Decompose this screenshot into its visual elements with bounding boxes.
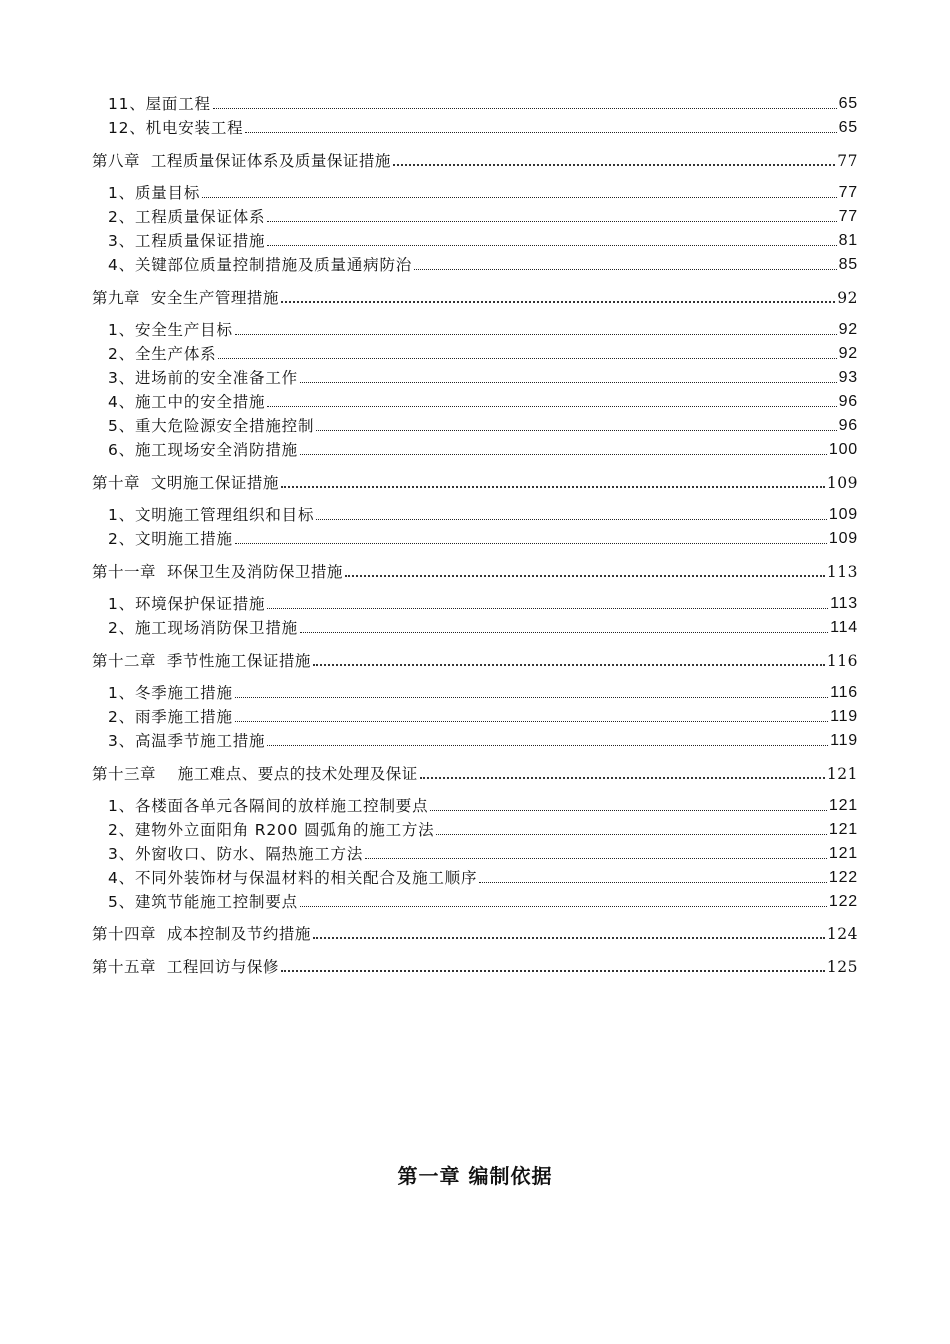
toc-entry-page: 96 [838,393,858,410]
toc-entry[interactable] [108,503,858,525]
toc-chapter-page: 92 [837,289,858,307]
toc-chapter-entry[interactable] [92,286,858,308]
toc-entry-label: 3、高温季节施工措施 [108,732,266,750]
toc-entry-label: 2、工程质量保证体系 [108,208,266,226]
dot-leader [479,882,827,883]
dot-leader [300,382,837,383]
toc-entry[interactable] [108,92,858,114]
toc-entry-page: 114 [830,619,858,636]
toc-entry-page: 81 [838,232,858,249]
dot-leader [213,108,837,109]
dot-leader [267,608,828,609]
toc-entry-page: 121 [828,845,858,862]
toc-entry-label: 4、不同外装饰材与保温材料的相关配合及施工顺序 [108,869,478,887]
toc-chapter-label: 第八章 工程质量保证体系及质量保证措施 [92,152,391,170]
dot-leader [202,197,836,198]
toc-chapter-label: 第十二章 季节性施工保证措施 [92,652,311,670]
dot-leader [235,721,828,722]
dot-leader [267,406,836,407]
toc-entry[interactable] [108,616,858,638]
dot-leader [218,358,836,359]
toc-entry-label: 2、雨季施工措施 [108,708,233,726]
toc-chapter-page: 77 [837,152,858,170]
toc-entry-page: 96 [838,417,858,434]
dot-leader [281,970,825,972]
toc-entry-page: 113 [830,595,858,612]
dot-leader [235,697,828,698]
dot-leader [281,301,835,303]
toc-entry-page: 77 [838,184,858,201]
toc-entry-page: 121 [828,821,858,838]
toc-chapter-entry[interactable] [92,560,858,582]
toc-chapter-label: 第十三章 施工难点、要点的技术处理及保证 [92,765,418,783]
toc-entry-page: 65 [838,119,858,136]
dot-leader [414,269,837,270]
toc-entry-label: 2、建物外立面阳角 R200 圆弧角的施工方法 [108,821,435,839]
toc-entry-label: 5、重大危险源安全措施控制 [108,417,315,435]
toc-chapter-entry[interactable] [92,922,858,944]
toc-entry[interactable] [108,253,858,275]
toc-entry-page: 109 [828,530,858,547]
dot-leader [267,245,836,246]
toc-entry-label: 3、工程质量保证措施 [108,232,266,250]
toc-entry-label: 11、屋面工程 [108,95,211,113]
dot-leader [281,486,825,488]
toc-entry-page: 92 [838,345,858,362]
toc-entry[interactable] [108,366,858,388]
toc-entry-label: 3、进场前的安全准备工作 [108,369,298,387]
toc-entry[interactable] [108,116,858,138]
toc-entry[interactable] [108,390,858,412]
toc-entry-page: 100 [828,441,858,458]
dot-leader [267,745,828,746]
toc-entry[interactable] [108,438,858,460]
toc-entry-label: 4、施工中的安全措施 [108,393,266,411]
toc-entry-page: 122 [828,893,858,910]
toc-entry[interactable] [108,681,858,703]
toc-entry-label: 5、建筑节能施工控制要点 [108,893,298,911]
toc-chapter-page: 124 [826,925,858,943]
toc-entry[interactable] [108,229,858,251]
dot-leader [393,164,835,166]
toc-entry-page: 116 [830,684,858,701]
toc-entry[interactable] [108,205,858,227]
dot-leader [267,221,836,222]
dot-leader [313,937,825,939]
dot-leader [245,132,836,133]
dot-leader [436,834,826,835]
toc-chapter-label: 第十四章 成本控制及节约措施 [92,925,311,943]
toc-entry-label: 1、文明施工管理组织和目标 [108,506,315,524]
toc-entry[interactable] [108,592,858,614]
toc-chapter-label: 第九章 安全生产管理措施 [92,289,279,307]
toc-entry-label: 12、机电安装工程 [108,119,244,137]
dot-leader [300,906,827,907]
toc-chapter-page: 109 [826,474,858,492]
toc-entry-page: 119 [830,708,858,725]
toc-chapter-label: 第十一章 环保卫生及消防保卫措施 [92,563,343,581]
dot-leader [316,430,836,431]
toc-chapter-page: 125 [826,958,858,976]
toc-entry-label: 4、关键部位质量控制措施及质量通病防治 [108,256,413,274]
dot-leader [313,664,825,666]
toc-chapter-label: 第十五章 工程回访与保修 [92,958,279,976]
dot-leader [345,575,825,577]
toc-entry[interactable] [108,890,858,912]
dot-leader [420,777,825,779]
toc-chapter-entry[interactable] [92,649,858,671]
toc-entry[interactable] [108,842,858,864]
toc-entry-label: 1、冬季施工措施 [108,684,233,702]
toc-entry-label: 1、质量目标 [108,184,201,202]
toc-entry-page: 65 [838,95,858,112]
toc-entry-label: 1、各楼面各单元各隔间的放样施工控制要点 [108,797,429,815]
toc-entry-label: 1、环境保护保证措施 [108,595,266,613]
toc-entry-page: 109 [828,506,858,523]
toc-entry[interactable] [108,729,858,751]
toc-entry-page: 77 [838,208,858,225]
chapter-heading: 第一章 编制依据 [397,1164,553,1188]
toc-entry[interactable] [108,342,858,364]
toc-entry-page: 93 [838,369,858,386]
toc-entry-label: 1、安全生产目标 [108,321,233,339]
toc-entry[interactable] [108,318,858,340]
dot-leader [316,519,827,520]
dot-leader [300,632,828,633]
toc-entry[interactable] [108,818,858,840]
toc-entry-page: 85 [838,256,858,273]
toc-entry-page: 92 [838,321,858,338]
toc-chapter-page: 121 [826,765,858,783]
toc-entry[interactable] [108,527,858,549]
toc-entry-label: 3、外窗收口、防水、隔热施工方法 [108,845,364,863]
dot-leader [365,858,827,859]
dot-leader [235,543,827,544]
dot-leader [300,454,827,455]
toc-chapter-page: 116 [826,652,858,670]
toc-chapter-entry[interactable] [92,762,858,784]
toc-entry-page: 119 [830,732,858,749]
toc-entry-label: 6、施工现场安全消防措施 [108,441,298,459]
toc-entry[interactable] [108,794,858,816]
toc-entry-label: 2、施工现场消防保卫措施 [108,619,298,637]
toc-entry[interactable] [108,866,858,888]
toc-chapter-label: 第十章 文明施工保证措施 [92,474,279,492]
toc-chapter-page: 113 [826,563,858,581]
toc-entry-page: 121 [828,797,858,814]
toc-entry-page: 122 [828,869,858,886]
dot-leader [430,810,827,811]
toc-chapter-entry[interactable] [92,471,858,493]
toc-chapter-entry[interactable] [92,149,858,171]
toc-entry-label: 2、全生产体系 [108,345,217,363]
toc-chapter-entry[interactable] [92,955,858,977]
toc-entry-label: 2、文明施工措施 [108,530,233,548]
toc-entry[interactable] [108,181,858,203]
toc-entry[interactable] [108,414,858,436]
toc-entry[interactable] [108,705,858,727]
dot-leader [235,334,837,335]
